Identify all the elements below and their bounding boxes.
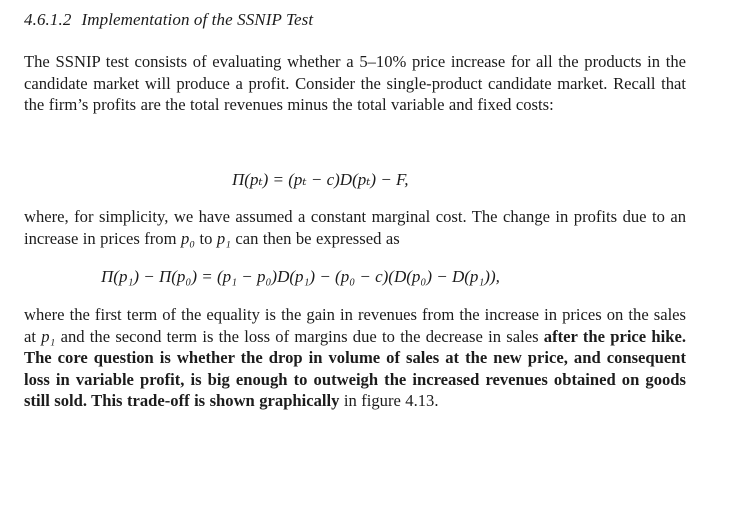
equation-profit-text: Π(pₜ) = (pₜ − c)D(pₜ) − F, <box>232 170 409 189</box>
price-p1-var-2: p₁ <box>41 326 56 346</box>
paragraph-change-text-c: can then be expressed as <box>230 228 400 248</box>
section-number: 4.6.1.2 <box>24 10 72 29</box>
paragraph-tradeoff-text-a: where the first term of the equality is the gain in revenues from the increase in prices on the sales at <box>24 305 686 346</box>
equation-profit <box>232 170 409 190</box>
paragraph-change-text-a: where, for simplicity, we have assumed a constant marginal cost. The change in profits due to an increase in prices from <box>24 207 686 248</box>
paragraph-tradeoff-text-b: and the second term is the loss of margins due to the decrease in sales <box>55 326 544 346</box>
paragraph-change-text-b: to <box>195 228 217 248</box>
section-title: Implementation of the SSNIP Test <box>81 10 314 29</box>
equation-profit-change <box>101 267 500 287</box>
paragraph-tradeoff <box>24 304 686 412</box>
paragraph-change-in-profits <box>24 206 686 249</box>
price-p0-var: p₀ <box>180 228 196 248</box>
paragraph-tradeoff-bold-text: after the price hike. The core question is whether the drop in volume of sales at the new price, and consequent loss in variable profit, is big enough to outweigh the increased revenues obtained on goods still sold. This trade-off is shown graphically <box>24 326 686 410</box>
section-heading <box>24 10 313 30</box>
paragraph-intro <box>24 51 686 116</box>
equation-profit-change-text: Π(p₁) − Π(p₀) = (p₁ − p₀)D(p₁) − (p₀ − c)(D(p₀) − D(p₁)), <box>101 267 500 286</box>
price-p1-var: p₁ <box>216 228 231 248</box>
paragraph-intro-text: The SSNIP test consists of evaluating whether a 5–10% price increase for all the products in the candidate market will produce a profit. Consider the single-product candidate market. Recall that the firm’s profits are the total revenues minus the total variable and fixed costs: <box>24 52 686 114</box>
paragraph-tradeoff-text-c: in figure 4.13. <box>339 391 439 410</box>
